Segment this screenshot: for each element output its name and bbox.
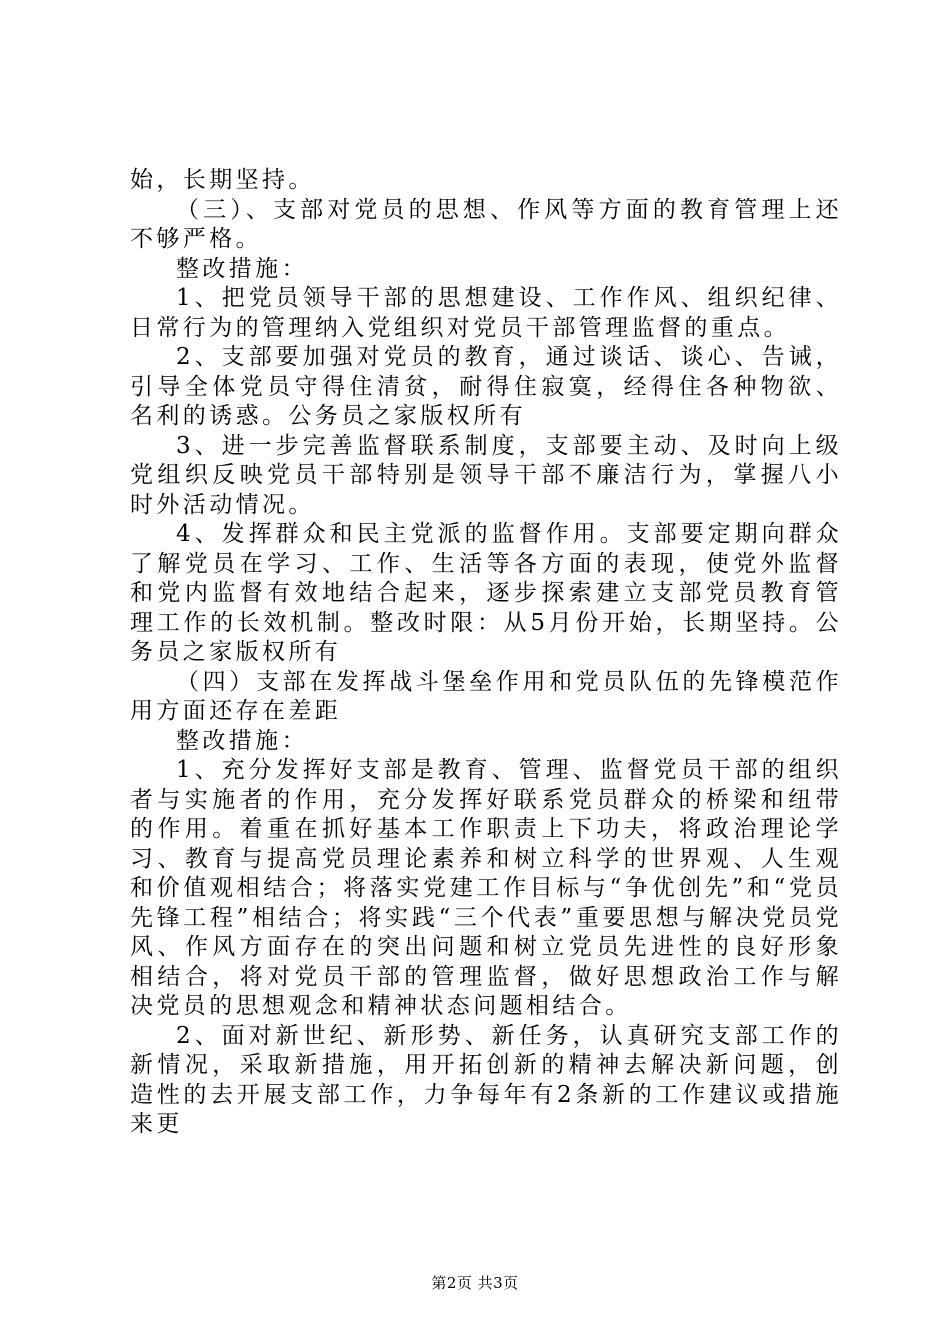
document-body	[130, 166, 842, 1140]
paragraph-measure-4: 4、发挥群众和民主党派的监督作用。支部要定期向群众了解党员在学习、工作、生活等各方面的表现，使党外监督和党内监督有效地结合起来，逐步探索建立支部党员教育管理工作的长效机制。整改时限：从5月份开始，长期坚持。公务员之家版权所有	[130, 521, 842, 665]
page-number-footer: 第2页 共3页	[431, 1274, 519, 1292]
paragraph-measure-3: 3、进一步完善监督联系制度，支部要主动、及时向上级党组织反映党员干部特别是领导干部不廉洁行为，掌握八小时外活动情况。	[130, 432, 842, 518]
paragraph-measures-label: 整改措施：	[176, 255, 308, 282]
paragraph-measures-label-2: 整改措施：	[176, 727, 308, 754]
paragraph-measure-2: 2、支部要加强对党员的教育，通过谈话、谈心、告诫，引导全体党员守得住清贫，耐得住寂寞，经得住各种物欲、名利的诱惑。公务员之家版权所有	[130, 344, 842, 429]
paragraph-measure-4-1: 1、充分发挥好支部是教育、管理、监督党员干部的组织者与实施者的作用，充分发挥好联系党员群众的桥梁和纽带的作用。着重在抓好基本工作职责上下功夫，将政治理论学习、教育与提高党员理论素养和树立科学的世界观、人生观和价值观相结合；将落实党建工作目标与“争优创先”和“党员先锋工程”相结合；将实践“三个代表”重要思想与解决党员党风、作风方面存在的突出问题和树立党员先进性的良好形象相结合，将对党员干部的管理监督，做好思想政治工作与解决党员的思想观念和精神状态问题相结合。	[130, 757, 842, 1019]
paragraph-section-three-heading: （三）、支部对党员的思想、作风等方面的教育管理上还不够严格。	[130, 196, 842, 252]
paragraph-measure-1: 1、把党员领导干部的思想建设、工作作风、组织纪律、日常行为的管理纳入党组织对党员干部管理监督的重点。	[130, 285, 842, 341]
paragraph-continuation: 始，长期坚持。	[130, 167, 315, 193]
paragraph-measure-4-2: 2、面对新世纪、新形势、新任务，认真研究支部工作的新情况，采取新措施，用开拓创新的精神去解决新问题，创造性的去开展支部工作，力争每年有2条新的工作建议或措施来更	[130, 1022, 842, 1137]
paragraph-section-four-heading: （四）支部在发挥战斗堡垒作用和党员队伍的先锋模范作用方面还存在差距	[130, 668, 842, 724]
